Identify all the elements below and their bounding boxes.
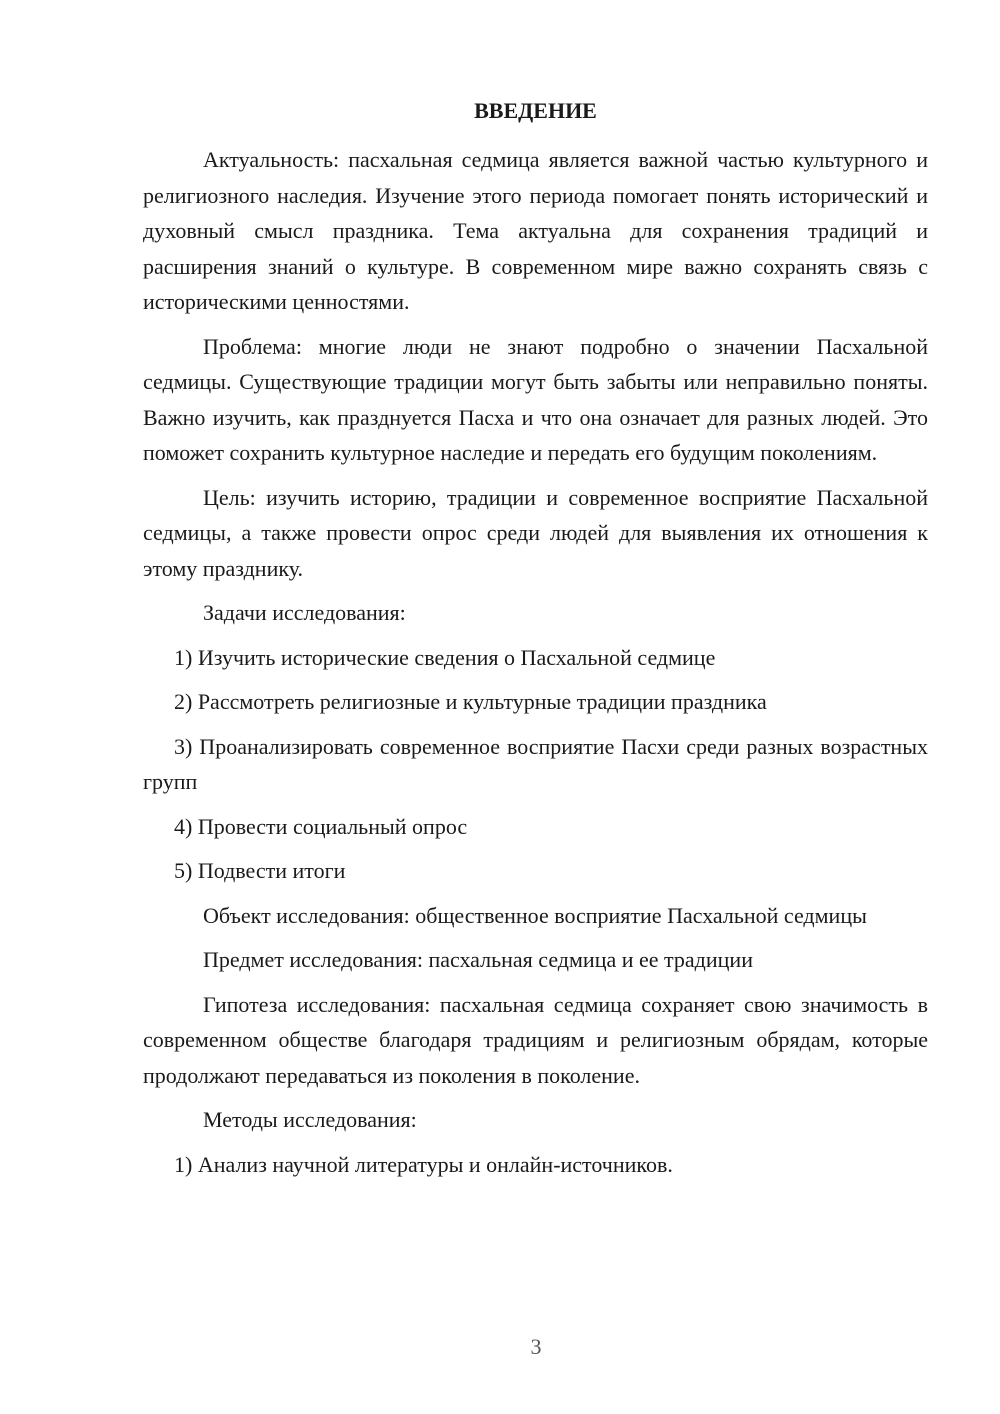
subject-paragraph: Предмет исследования: пасхальная седмица и ее традиции [203,947,753,972]
object-paragraph: Объект исследования: общественное восприятие Пасхальной седмицы [203,902,867,928]
task-item-1: 1) Изучить исторические сведения о Пасхальной седмице [174,644,716,670]
task-item-2: 2) Рассмотреть религиозные и культурные традиции праздника [174,689,767,714]
method-item-1: 1) Анализ научной литературы и онлайн-источников. [174,1151,673,1177]
hypothesis-paragraph: Гипотеза исследования: пасхальная седмица сохраняет свою значимость в современном обществе благодаря традициям и религиозным обрядам, которые продолжают передаваться из поколения в поколение. [143,991,928,1088]
page-title: ВВЕДЕНИЕ [474,98,597,123]
tasks-heading: Задачи исследования: [203,600,406,625]
task-item-4: 4) Провести социальный опрос [174,813,468,839]
task-item-5: 5) Подвести итоги [174,858,346,883]
goal-paragraph: Цель: изучить историю, традиции и современное восприятие Пасхальной седмицы, а также провести опрос среди людей для выявления их отношения к этому празднику. [143,484,928,581]
relevance-paragraph: Актуальность: пасхальная седмица является важной частью культурного и религиозного наследия. Изучение этого периода помогает понять исторический и духовный смысл праздника. Тема актуальна для сохранения традиций и расширения знаний о культуре. В современном мире важно сохранять связь с историческими ценностями. [143,147,928,314]
problem-paragraph: Проблема: многие люди не знают подробно о значении Пасхальной седмицы. Существующие традиции могут быть забыты или неправильно поняты. Важно изучить, как празднуется Пасха и что она означает для разных людей. Это поможет сохранить культурное наследие и передать его будущим поколениям. [143,333,928,465]
page-number: 3 [530,1334,542,1359]
document-page [143,96,928,1191]
task-item-3: 3) Проанализировать современное восприятие Пасхи среди разных возрастных групп [143,733,928,794]
methods-heading: Методы исследования: [203,1107,417,1132]
